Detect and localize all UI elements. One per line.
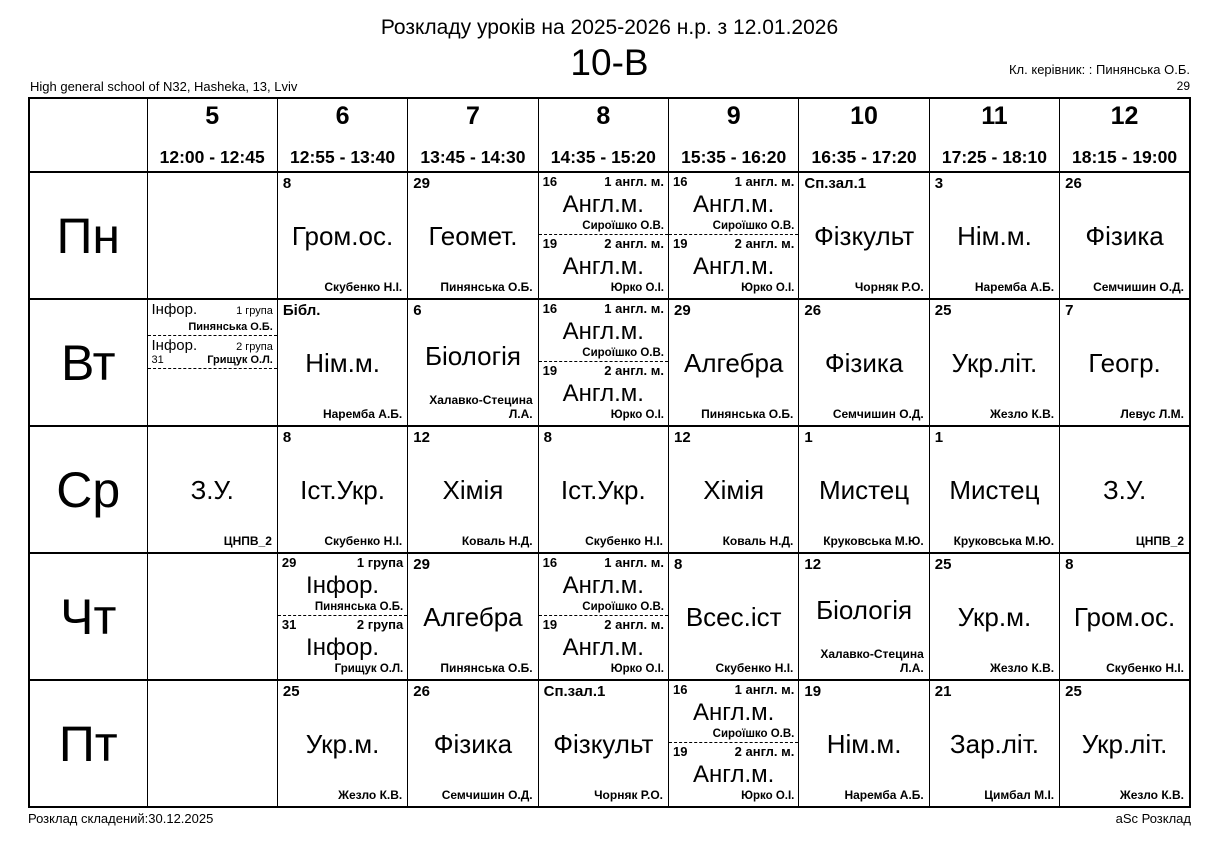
lesson-cell xyxy=(1060,553,1190,680)
day-row xyxy=(29,426,1190,553)
teacher: Круковська М.Ю. xyxy=(823,534,924,548)
lesson-cell xyxy=(799,172,929,299)
teacher: Халавко-Стецина Л.А. xyxy=(820,647,924,675)
subject: Гром.ос. xyxy=(291,221,394,251)
teacher: Круковська М.Ю. xyxy=(953,534,1055,548)
period-number: 11 xyxy=(981,102,1008,130)
room-number: 6 xyxy=(413,302,422,319)
subject: Нім.м. xyxy=(957,221,1032,251)
period-time: 14:35 - 15:20 xyxy=(550,147,656,167)
split-group xyxy=(669,681,798,742)
homeroom-teacher: Кл. керівник: : Пинянська О.Б. xyxy=(1008,62,1190,77)
room-number: 8 xyxy=(282,429,292,446)
subject: Мистец xyxy=(818,475,910,505)
lesson-cell xyxy=(669,426,799,553)
subject: Фізкульт xyxy=(813,221,915,251)
subject: Зар.літ. xyxy=(949,729,1039,759)
mini-split-group xyxy=(148,300,277,336)
empty-cell xyxy=(147,172,277,299)
subject: Англ.м. xyxy=(562,380,644,407)
teacher: Семчишин О.Д. xyxy=(1093,280,1184,294)
lesson-cell xyxy=(929,172,1059,299)
page-title: Розкладу уроків на 2025-2026 н.р. з 12.01.2026 xyxy=(380,16,839,39)
subject: Англ.м. xyxy=(693,253,775,280)
split-group xyxy=(669,173,798,234)
teacher: Сироїшко О.В. xyxy=(582,220,664,232)
split-group xyxy=(539,173,668,234)
day-label: Пт xyxy=(29,680,147,807)
lesson-cell xyxy=(408,426,538,553)
lesson-cell xyxy=(538,426,668,553)
subject: Гром.ос. xyxy=(1073,602,1176,632)
lesson-cell xyxy=(408,553,538,680)
teacher: Левус Л.М. xyxy=(1120,407,1184,421)
teacher: Жезло К.В. xyxy=(338,788,403,802)
empty-cell xyxy=(147,553,277,680)
mini-split-group xyxy=(148,336,277,369)
teacher: Сироїшко О.В. xyxy=(712,728,795,740)
subject: Фізика xyxy=(824,348,904,378)
teacher: Цимбал М.І. xyxy=(984,788,1055,802)
period-time: 16:35 - 17:20 xyxy=(811,147,917,167)
group-label: 1 англ. м. xyxy=(734,682,795,697)
group-label: 2 англ. м. xyxy=(734,744,795,759)
room-number: 16 xyxy=(673,174,688,189)
lesson-cell xyxy=(408,172,538,299)
group-label: 1 англ. м. xyxy=(734,174,795,189)
group-label: 2 англ. м. xyxy=(604,363,664,378)
room-number: 21 xyxy=(934,683,952,700)
teacher: Пинянська О.Б. xyxy=(701,407,794,421)
period-time: 17:25 - 18:10 xyxy=(941,147,1047,167)
day-row xyxy=(29,680,1190,807)
room-number: 19 xyxy=(542,236,558,251)
room-number: 1 xyxy=(804,429,813,446)
period-time: 15:35 - 16:20 xyxy=(681,147,787,167)
teacher: Скубенко Н.І. xyxy=(324,534,403,548)
subject: Укр.м. xyxy=(957,602,1032,632)
lesson-cell xyxy=(669,299,799,426)
room-number: 31 xyxy=(281,617,297,632)
period-header xyxy=(929,98,1059,172)
room-number: Сп.зал.1 xyxy=(804,175,867,192)
room-number: 12 xyxy=(674,429,691,446)
header-right-block xyxy=(1009,62,1190,94)
day-label: Ср xyxy=(29,426,147,553)
empty-cell xyxy=(147,680,277,807)
teacher: Коваль Н.Д. xyxy=(722,534,794,548)
period-number: 5 xyxy=(205,102,220,130)
room-number: 31 xyxy=(151,354,164,366)
page-number: 29 xyxy=(1176,79,1190,93)
teacher: Скубенко Н.І. xyxy=(715,661,794,675)
teacher: Пинянська О.Б. xyxy=(314,601,404,613)
split-lesson-cell xyxy=(538,299,668,426)
lesson-cell xyxy=(929,299,1059,426)
room-number: 16 xyxy=(542,174,558,189)
teacher: Юрко О.І. xyxy=(741,282,795,294)
group-label: 2 англ. м. xyxy=(604,236,664,251)
subject: Фізкульт xyxy=(553,729,654,759)
group-label: 2 група xyxy=(356,617,404,632)
room-number: 16 xyxy=(542,301,558,316)
room-number: 19 xyxy=(673,236,688,251)
lesson-cell xyxy=(799,680,929,807)
footer xyxy=(28,811,1191,826)
period-header xyxy=(408,98,538,172)
subject: Англ.м. xyxy=(562,191,644,218)
subject: Англ.м. xyxy=(562,572,644,599)
split-group xyxy=(539,300,668,361)
teacher: Грищук О.Л. xyxy=(207,354,273,366)
subject: Англ.м. xyxy=(693,761,775,788)
day-label: Чт xyxy=(29,553,147,680)
group-label: 1 англ. м. xyxy=(604,555,664,570)
lesson-cell xyxy=(1060,172,1190,299)
lesson-cell xyxy=(1060,426,1190,553)
teacher: Наремба А.Б. xyxy=(322,407,403,421)
subject: Хімія xyxy=(703,475,765,505)
corner-cell xyxy=(29,98,147,172)
room-number: 29 xyxy=(413,175,430,192)
class-name: 10-В xyxy=(570,42,649,83)
group-label: 1 група xyxy=(356,555,404,570)
subject: Алгебра xyxy=(423,602,523,632)
group-label: 1 група xyxy=(236,305,273,317)
teacher: Семчишин О.Д. xyxy=(441,788,533,802)
room-number: 19 xyxy=(673,744,688,759)
subject: Укр.м. xyxy=(305,729,380,759)
room-number: 25 xyxy=(1065,683,1082,700)
room-number xyxy=(153,429,272,447)
subject: Біологія xyxy=(424,341,521,371)
subject: Укр.літ. xyxy=(951,348,1038,378)
period-header-row xyxy=(29,98,1190,172)
teacher: Семчишин О.Д. xyxy=(832,407,924,421)
room-number: 7 xyxy=(1065,302,1074,319)
room-number: 25 xyxy=(934,302,952,319)
day-row xyxy=(29,172,1190,299)
teacher: ЦНПВ_2 xyxy=(1135,534,1184,548)
room-number: 29 xyxy=(413,556,430,573)
room-number: 29 xyxy=(674,302,691,319)
room-number: 26 xyxy=(1065,175,1082,192)
group-label: 2 англ. м. xyxy=(604,617,664,632)
room-number xyxy=(1065,429,1184,447)
lesson-cell xyxy=(277,172,407,299)
split-group xyxy=(278,554,407,615)
school-name: High general school of N32, Hasheka, 13, Lviv xyxy=(30,79,298,94)
period-header xyxy=(799,98,929,172)
teacher: Скубенко Н.І. xyxy=(324,280,403,294)
lesson-cell xyxy=(1060,299,1190,426)
subject: Англ.м. xyxy=(562,318,644,345)
lesson-cell xyxy=(147,426,277,553)
room-number: 12 xyxy=(413,429,430,446)
period-time: 18:15 - 19:00 xyxy=(1072,147,1178,167)
subject: Всес.іст xyxy=(685,602,782,632)
teacher: Чорняк Р.О. xyxy=(594,788,663,802)
period-time: 13:45 - 14:30 xyxy=(420,147,526,167)
room-number: 26 xyxy=(804,302,822,319)
day-row xyxy=(29,299,1190,426)
period-header xyxy=(147,98,277,172)
teacher: Скубенко Н.І. xyxy=(1106,661,1184,675)
lesson-cell xyxy=(929,680,1059,807)
mini-split-lesson-cell xyxy=(147,299,277,426)
split-group xyxy=(669,742,798,804)
group-label: 1 англ. м. xyxy=(604,301,664,316)
subject: Інфор. xyxy=(151,301,198,318)
subject: Англ.м. xyxy=(693,191,775,218)
subject: Геогр. xyxy=(1088,348,1161,378)
subject: З.У. xyxy=(190,475,234,505)
subject: Фізика xyxy=(433,729,513,759)
teacher: Юрко О.І. xyxy=(610,663,664,675)
teacher: Жезло К.В. xyxy=(1119,788,1184,802)
lesson-cell xyxy=(929,426,1059,553)
teacher: Чорняк Р.О. xyxy=(854,280,924,294)
room-number: 16 xyxy=(673,682,688,697)
teacher: Жезло К.В. xyxy=(990,407,1055,421)
subject: Геомет. xyxy=(428,221,518,251)
group-label: 2 група xyxy=(236,341,273,353)
subject: Англ.м. xyxy=(693,699,775,726)
room-number: 1 xyxy=(934,429,944,446)
room-number: 29 xyxy=(281,555,297,570)
teacher: Скубенко Н.І. xyxy=(585,534,663,548)
teacher: Пинянська О.Б. xyxy=(440,661,533,675)
room-number: 8 xyxy=(674,556,683,573)
room-number: Бібл. xyxy=(282,302,321,319)
room-number: 25 xyxy=(934,556,952,573)
period-time: 12:00 - 12:45 xyxy=(159,147,265,167)
subject: Нім.м. xyxy=(826,729,902,759)
room-number: 19 xyxy=(804,683,822,700)
room-number: 12 xyxy=(804,556,822,573)
teacher: Юрко О.І. xyxy=(741,790,795,802)
subject: Фізика xyxy=(1085,221,1164,251)
teacher: Пинянська О.Б. xyxy=(440,280,533,294)
subject: Алгебра xyxy=(683,348,784,378)
period-number: 6 xyxy=(335,102,350,130)
period-number: 8 xyxy=(596,102,611,130)
timetable xyxy=(28,97,1191,808)
room-number: 19 xyxy=(542,363,558,378)
subject: Англ.м. xyxy=(562,253,644,280)
room-number: 16 xyxy=(542,555,558,570)
split-group xyxy=(539,554,668,615)
subject: Хімія xyxy=(442,475,504,505)
split-lesson-cell xyxy=(669,172,799,299)
subject: З.У. xyxy=(1102,475,1147,505)
room-number: 19 xyxy=(542,617,558,632)
teacher: Жезло К.В. xyxy=(990,661,1055,675)
period-time: 12:55 - 13:40 xyxy=(290,147,396,167)
subject: Укр.літ. xyxy=(1081,729,1168,759)
lesson-cell xyxy=(277,299,407,426)
teacher: Сироїшко О.В. xyxy=(712,220,795,232)
room-number: 8 xyxy=(282,175,292,192)
subject: Інфор. xyxy=(151,337,198,354)
teacher: Наремба А.Б. xyxy=(844,788,924,802)
split-lesson-cell xyxy=(538,172,668,299)
room-number: 25 xyxy=(282,683,300,700)
teacher: Юрко О.І. xyxy=(610,282,664,294)
lesson-cell xyxy=(799,299,929,426)
period-number: 12 xyxy=(1110,102,1139,130)
split-lesson-cell xyxy=(669,680,799,807)
subject: Нім.м. xyxy=(305,348,380,378)
room-number: 8 xyxy=(1065,556,1074,573)
teacher: Пинянська О.Б. xyxy=(188,321,273,333)
teacher: Сироїшко О.В. xyxy=(582,601,664,613)
split-group xyxy=(539,234,668,296)
group-label: 1 англ. м. xyxy=(604,174,664,189)
period-number: 9 xyxy=(726,102,741,130)
subject: Англ.м. xyxy=(562,634,644,661)
lesson-cell xyxy=(277,426,407,553)
lesson-cell xyxy=(929,553,1059,680)
teacher: Сироїшко О.В. xyxy=(582,347,664,359)
teacher: Грищук О.Л. xyxy=(334,663,404,675)
room-number: Сп.зал.1 xyxy=(543,683,606,700)
split-group xyxy=(539,615,668,677)
lesson-cell xyxy=(799,426,929,553)
split-group xyxy=(278,615,407,677)
split-group xyxy=(669,234,798,296)
app-name: aSc Розклад xyxy=(1115,811,1191,826)
lesson-cell xyxy=(1060,680,1190,807)
group-label: 2 англ. м. xyxy=(734,236,795,251)
split-lesson-cell xyxy=(277,553,407,680)
teacher: Коваль Н.Д. xyxy=(461,534,533,548)
split-group xyxy=(539,361,668,423)
lesson-cell xyxy=(669,553,799,680)
day-label: Пн xyxy=(29,172,147,299)
period-header xyxy=(538,98,668,172)
day-row xyxy=(29,553,1190,680)
room-number: 8 xyxy=(543,429,552,446)
subject: Мистец xyxy=(949,475,1040,505)
lesson-cell xyxy=(277,680,407,807)
lesson-cell xyxy=(799,553,929,680)
lesson-cell xyxy=(538,680,668,807)
split-lesson-cell xyxy=(538,553,668,680)
period-header xyxy=(1060,98,1190,172)
subject: Біологія xyxy=(816,595,913,625)
lesson-cell xyxy=(408,299,538,426)
lesson-cell xyxy=(408,680,538,807)
subject: Інфор. xyxy=(306,572,380,599)
subject: Іст.Укр. xyxy=(300,475,385,505)
subject: Іст.Укр. xyxy=(560,475,646,505)
created-date: Розклад складений:30.12.2025 xyxy=(28,811,214,826)
period-header xyxy=(277,98,407,172)
teacher: ЦНПВ_2 xyxy=(223,534,272,548)
period-number: 10 xyxy=(850,102,878,130)
room-number: 3 xyxy=(934,175,944,192)
day-label: Вт xyxy=(29,299,147,426)
teacher: Халавко-Стецина Л.А. xyxy=(429,393,533,421)
period-header xyxy=(669,98,799,172)
teacher: Юрко О.І. xyxy=(610,409,664,421)
period-number: 7 xyxy=(465,102,480,130)
subject: Інфор. xyxy=(306,634,380,661)
teacher: Наремба А.Б. xyxy=(974,280,1055,294)
room-number: 26 xyxy=(413,683,430,700)
